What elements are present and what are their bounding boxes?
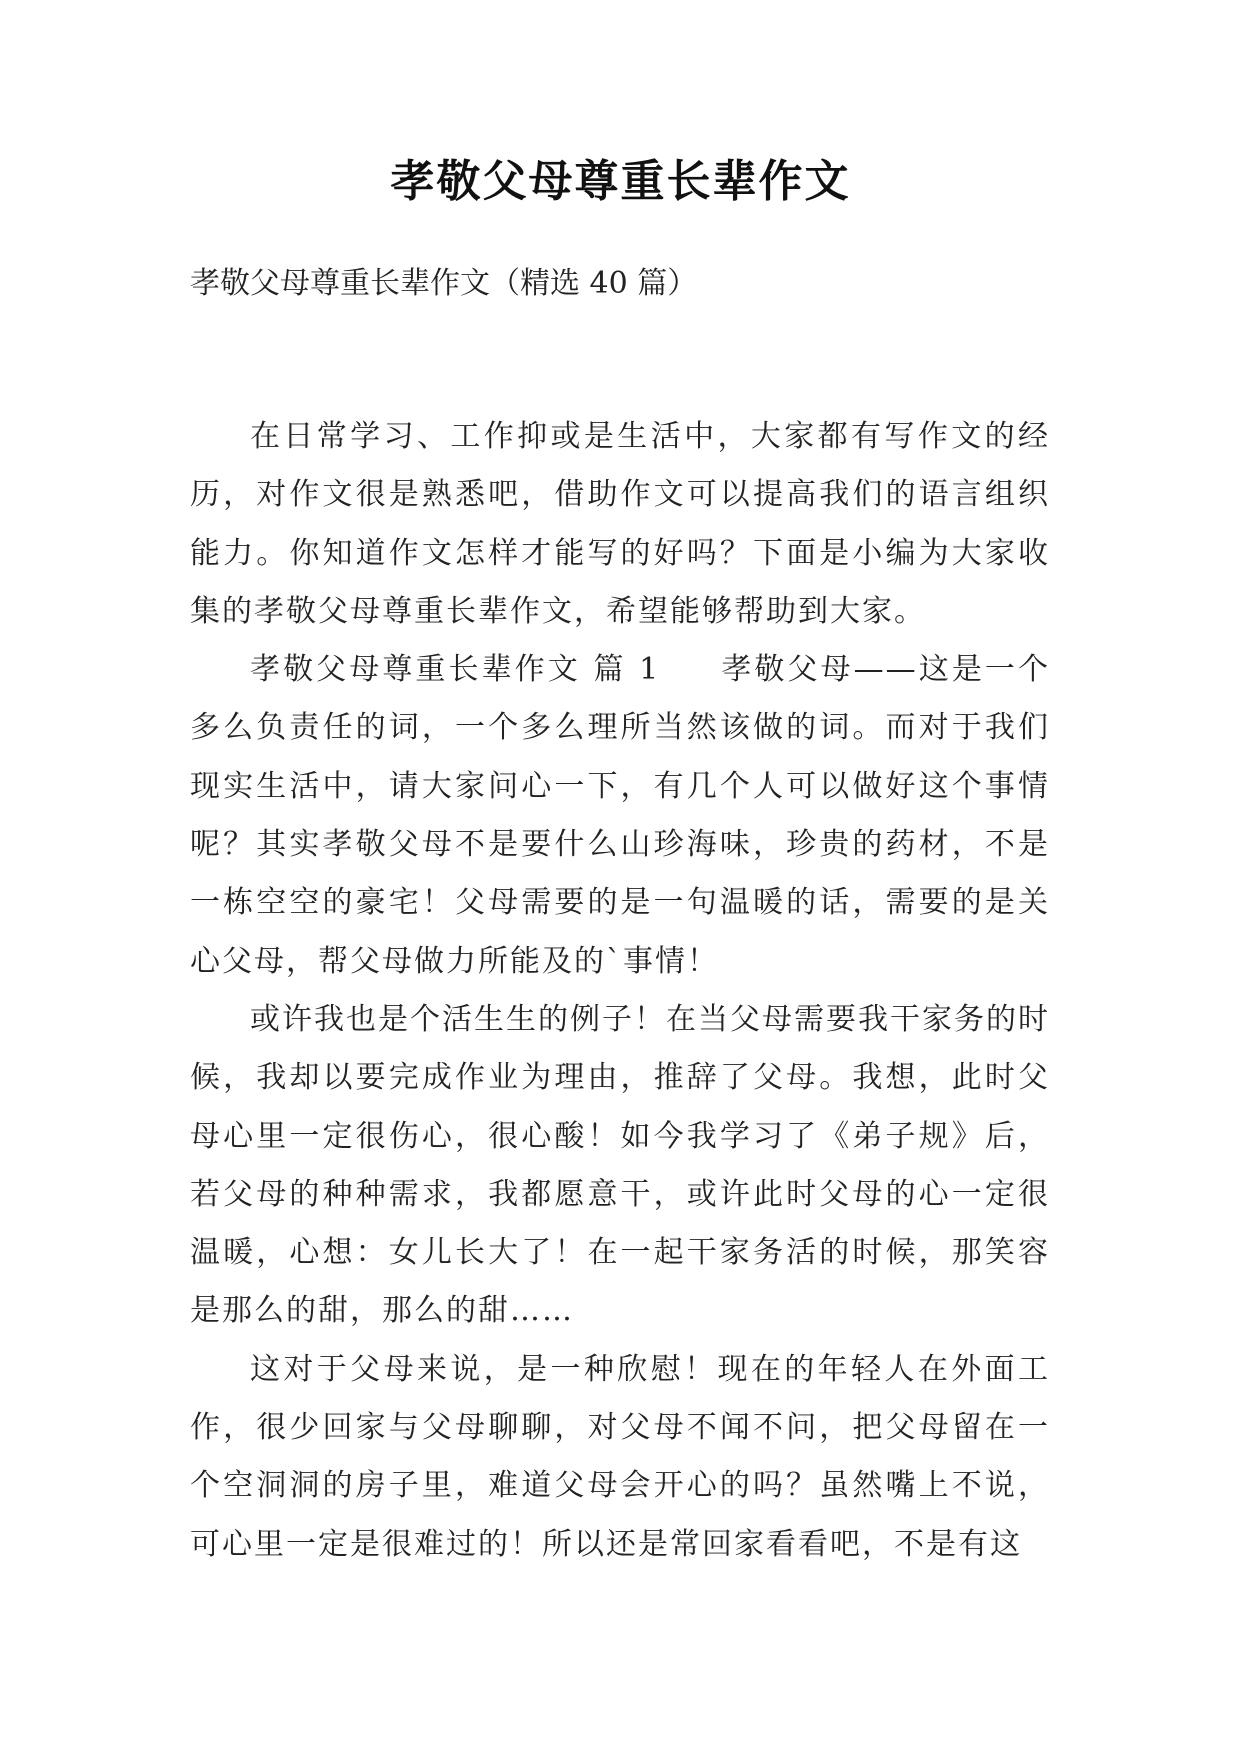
paragraph-section-1	[190, 641, 1050, 991]
document-title: 孝敬父母尊重长辈作文	[390, 156, 851, 207]
paragraph-example	[190, 991, 1050, 1341]
paragraph-intro	[190, 408, 1050, 641]
document-body	[190, 408, 1050, 1574]
paragraph-comfort	[190, 1341, 1050, 1574]
paragraph-text: 或许我也是个活生生的例子！在当父母需要我干家务的时候，我却以要完成作业为理由，推辞了父母。我想，此时父母心里一定很伤心，很心酸！如今我学习了《弟子规》后，若父母的种种需求，我都愿意干，或许此时父母的心一定很温暖，心想：女儿长大了！在一起干家务活的时候，那笑容是那么的甜，那么的甜……	[190, 1001, 1050, 1329]
document-subtitle: 孝敬父母尊重长辈作文（精选 40 篇）	[190, 266, 698, 301]
paragraph-text: 孝敬父母——这是一个多么负责任的词，一个多么理所当然该做的词。而对于我们现实生活中，请大家问心一下，有几个人可以做好这个事情呢？其实孝敬父母不是要什么山珍海味，珍贵的药材，不是一栋空空的豪宅！父母需要的是一句温暖的话，需要的是关心父母，帮父母做力所能及的`事情！	[190, 652, 1050, 979]
section-heading: 孝敬父母尊重长辈作文 篇 1	[250, 652, 661, 688]
paragraph-text: 在日常学习、工作抑或是生活中，大家都有写作文的经历，对作文很是熟悉吧，借助作文可以提高我们的语言组织能力。你知道作文怎样才能写的好吗？下面是小编为大家收集的孝敬父母尊重长辈作文，希望能够帮助到大家。	[190, 419, 1050, 629]
paragraph-text: 这对于父母来说，是一种欣慰！现在的年轻人在外面工作，很少回家与父母聊聊，对父母不闻不问，把父母留在一个空洞洞的房子里，难道父母会开心的吗？虽然嘴上不说，可心里一定是很难过的！所以还是常回家看看吧，不是有这	[190, 1351, 1050, 1562]
